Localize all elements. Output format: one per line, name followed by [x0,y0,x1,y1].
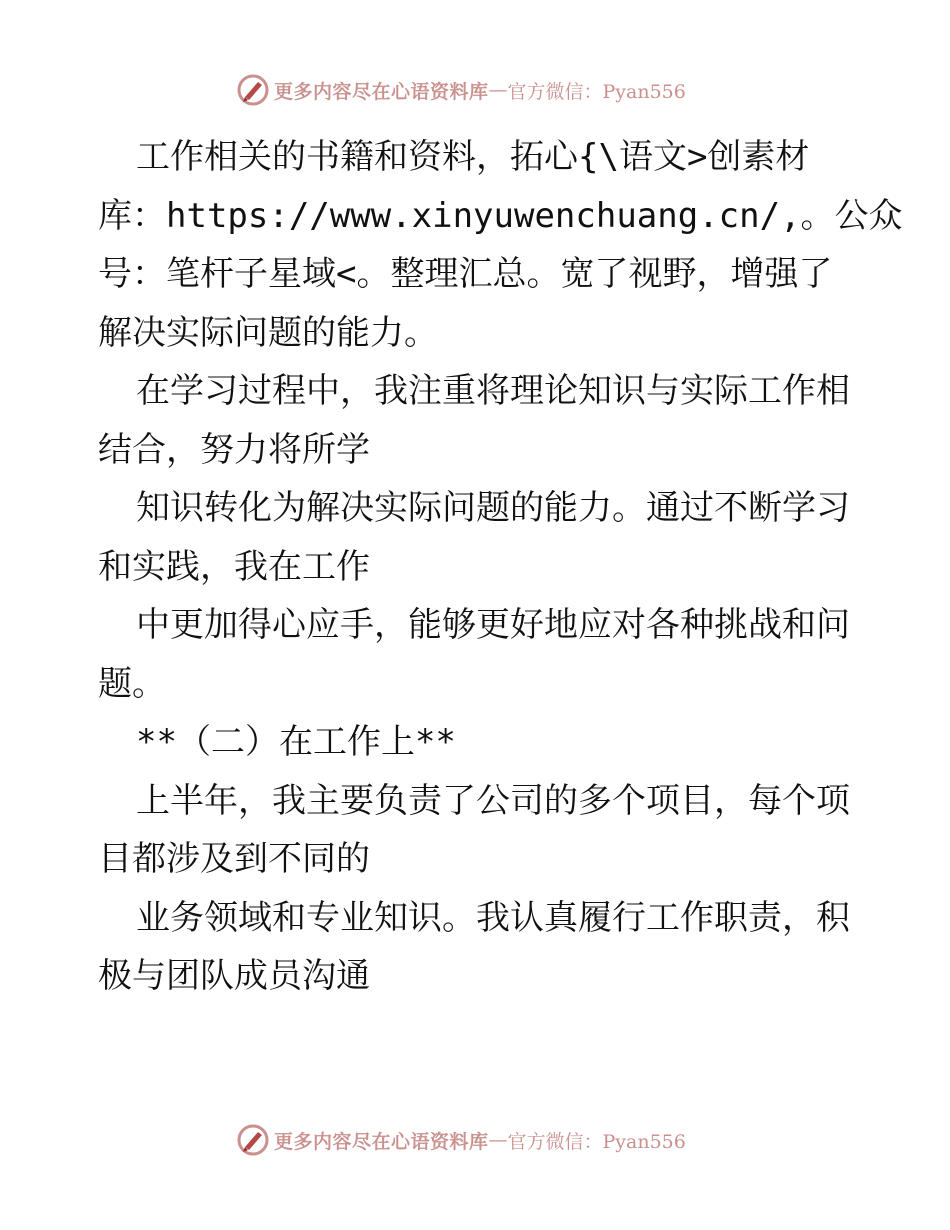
watermark-contact: 官方微信：Pyan556 [507,80,686,103]
text-line: 题。 [98,663,166,704]
pen-logo-icon [236,73,270,107]
text-line: 中更加得心应手，能够更好地应对各种挑战和问 [136,605,850,645]
section-heading: **（二）在工作上** [136,722,456,762]
pen-logo-icon [236,1123,270,1157]
watermark-text: 更多内容尽在心语资料库 [274,80,489,103]
text-line: 和实践，我在工作 [98,546,370,587]
text-line: 上半年，我主要负责了公司的多个项目，每个项 [136,780,850,821]
watermark-contact: 官方微信：Pyan556 [507,1130,686,1153]
watermark-separator: — [488,1129,508,1151]
text-line: 极与团队成员沟通 [98,956,370,996]
watermark-separator: — [488,79,508,101]
text-line: 知识转化为解决实际问题的能力。通过不断学习 [136,488,850,528]
document-body [98,128,903,1006]
text-line: 库：https://www.xinyuwenchuang.cn/,。公众 [98,195,903,236]
text-line: 号：笔杆子星域<。整理汇总。宽了视野，增强了 [98,254,833,294]
text-line: 在学习过程中，我注重将理论知识与实际工作相 [136,371,850,411]
footer-watermark [236,1122,686,1158]
text-line: 结合，努力将所学 [98,429,370,470]
text-line: 目都涉及到不同的 [98,839,370,879]
text-line: 业务领域和专业知识。我认真履行工作职责，积 [136,897,850,938]
text-line: 工作相关的书籍和资料，拓心{\语文>创素材 [136,137,810,177]
watermark-text: 更多内容尽在心语资料库 [274,1130,489,1153]
text-line: 解决实际问题的能力。 [98,312,438,353]
header-watermark [236,72,686,108]
